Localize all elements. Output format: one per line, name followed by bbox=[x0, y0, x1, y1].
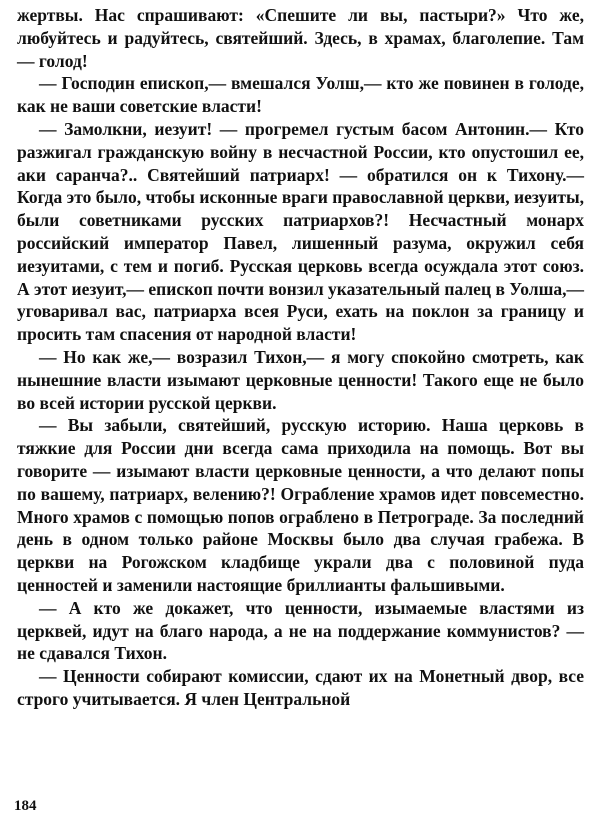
paragraph-4: — Но как же,— возразил Тихон,— я могу спокойно смотреть, как нынешние власти изымают церковные ценности! Такого еще не было во всей истории русской церкви. bbox=[17, 346, 584, 413]
page-body bbox=[17, 4, 584, 711]
paragraph-1: жертвы. Нас спрашивают: «Спешите ли вы, пастыри?» Что же, любуйтесь и радуйтесь, святейший. Здесь, в храмах, благолепие. Там — голод! bbox=[17, 5, 584, 71]
paragraph-2: — Господин епископ,— вмешался Уолш,— кто же повинен в голоде, как не ваши советские власти! bbox=[17, 73, 584, 117]
paragraph-5: — Вы забыли, святейший, русскую историю. Наша церковь в тяжкие для России дни всегда сама приходила на помощь. Вот вы говорите — изымают власти церковные ценности, а что делают попы по вашему, патриарх, велению?! Ограбление храмов идет повсеместно. Много храмов с помощью попов ограблено в Петрограде. За последний день в одном только районе Москвы было два случая грабежа. В церкви на Рогожском кладбище украли два с половиной пуда ценностей и заменили настоящие бриллианты фальшивыми. bbox=[17, 415, 584, 595]
paragraph-3: — Замолкни, иезуит! — прогремел густым басом Антонин.— Кто разжигал гражданскую войну в несчастной России, кто опустошил ее, аки саранча?.. Святейший патриарх! — обратился он к Тихону.— Когда это было, чтобы исконные враги православной церкви, иезуиты, были советниками русских патриархов?! Несчастный монарх российский император Павел, лишенный разума, окружил себя иезуитами, с тем и погиб. Русская церковь всегда осуждала этот союз. А этот иезуит,— епископ почти вонзил указательный палец в Уолша,— уговаривал вас, патриарха всея Руси, ехать на поклон за границу и просить там спасения от народной власти! bbox=[17, 118, 584, 345]
page-number: 184 bbox=[14, 798, 37, 814]
paragraph-6: — А кто же докажет, что ценности, изымаемые властями из церквей, идут на благо народа, а не на поддержание коммунистов? — не сдавался Тихон. bbox=[17, 597, 584, 664]
paragraph-7: — Ценности собирают комиссии, сдают их на Монетный двор, все строго учитывается. Я член Центральной bbox=[17, 666, 584, 709]
